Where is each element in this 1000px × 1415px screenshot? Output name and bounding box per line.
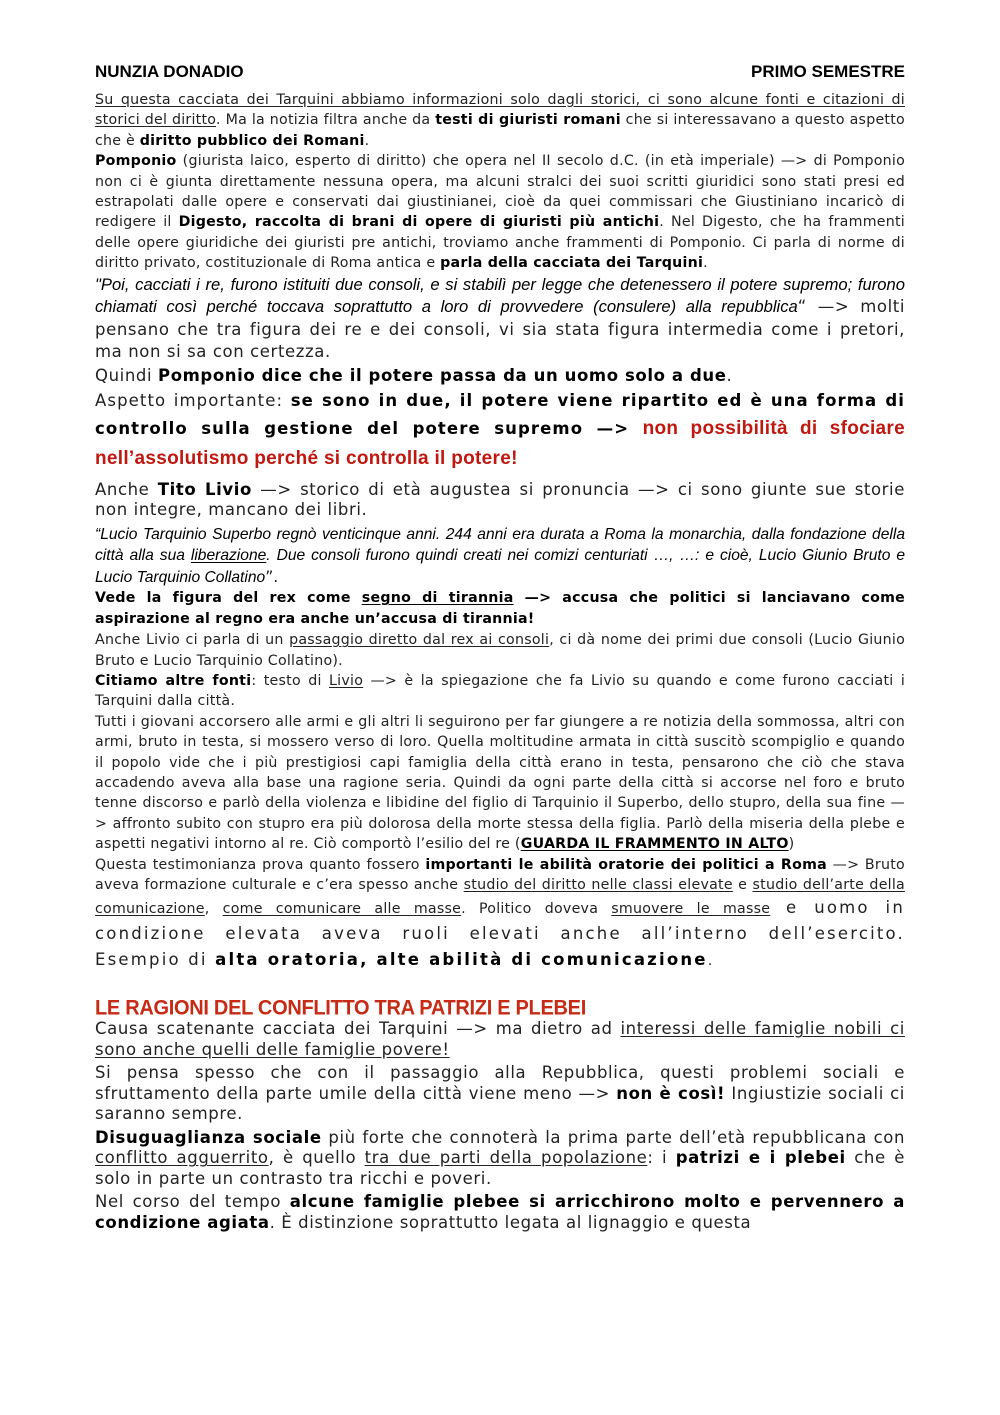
- section-title: LE RAGIONI DEL CONFLITTO TRA PATRIZI E PLEBEI: [95, 996, 586, 1020]
- underlined-text: passaggio diretto dal rex ai consoli: [289, 632, 550, 649]
- bold-text: Tito Livio: [157, 479, 252, 499]
- bold-text: Citiamo altre fonti: [95, 672, 252, 689]
- paragraph-pomponio: Pomponio (giurista laico, esperto di diritto) che opera nel II secolo d.C. (in età imperiale) —> di Pomponio non ci è giunta direttamente nessuna opera, ma alcuni stralci dei suoi scritti giuridici sono stati presi ed estrapolati dalle opere e conservati dai giustinianei, cioè da quei commissari che Giustiniano incaricò di redigere il Digesto, raccolta di brani di opere di giuristi più antichi. Nel Digesto, che ha frammenti delle opere giuridiche dei giuristi pre antichi, troviamo anche frammenti di Pomponio. Ci parla di norme di diritto privato, costituzionale di Roma antica e parla della cacciata dei Tarquini.: [95, 153, 905, 272]
- paragraph-disuguaglianza: Disuguaglianza sociale più forte che connoterà la prima parte dell’età repubblicana con conflitto agguerrito, è quello tra due parti della popolazione: i patrizi e i plebei che è solo in parte un contrasto tra ricchi e poveri.: [95, 1127, 906, 1188]
- underlined-text: segno di tirannia: [361, 590, 514, 607]
- paragraph-testimonianza: Questa testimonianza prova quanto fossero importanti le abilità oratorie dei politici a Roma —> Bruto aveva formazione culturale e c’era spesso anche studio del diritto nelle classi elevate e studio dell’arte della comunicazione, come comunicare alle masse. Politico doveva smuovere le masse e uomo in condizione elevata aveva ruoli elevati anche all’interno dell’esercito. Esempio di alta oratoria, alte abilità di comunicazione.: [95, 856, 905, 970]
- underlined-text: liberazione: [190, 547, 267, 565]
- quote-pomponio: "Poi, cacciati i re, furono istituiti due consoli, e si stabilì per legge che detenessero il potere supremo; furono chiamati così perché toccava soprattutto a loro di provvedere (consulere) alla repubblica“ —> molti pensano che tra figura dei re e dei consoli, vi sia stata figura intermedia come i pretori, ma non si sa con certezza.: [95, 274, 906, 362]
- author-name: NUNZIA DONADIO: [95, 62, 244, 81]
- bold-text: importanti le abilità oratorie dei politici a Roma: [425, 856, 827, 873]
- bold-text: se sono in due, il potere viene ripartito ed è una forma di controllo sulla gestione del potere supremo —>: [95, 390, 906, 438]
- bold-text: Digesto, raccolta di brani di opere di giuristi più antichi: [178, 214, 660, 231]
- bold-text: diritto pubblico dei Romani: [139, 132, 365, 149]
- paragraph-passaggio: Anche Livio ci parla di un passaggio diretto dal rex ai consoli, ci dà nome dei primi due consoli (Lucio Giunio Bruto e Lucio Tarquinio Collatino).: [95, 632, 905, 669]
- bold-text: patrizi e i plebei: [675, 1148, 846, 1168]
- bold-text: Pomponio: [95, 153, 177, 170]
- paragraph-quindi: Quindi Pomponio dice che il potere passa da un uomo solo a due.: [95, 365, 733, 385]
- frammento-link: GUARDA IL FRAMMENTO IN ALTO: [520, 836, 789, 853]
- page-header: [95, 62, 905, 90]
- underlined-text: Livio: [329, 672, 364, 689]
- bold-text: Pomponio dice che il potere passa da un uomo solo a due: [158, 365, 727, 385]
- red-highlight: non possibilità di sfociare nell’assolutismo perché si controlla il potere!: [95, 417, 905, 469]
- paragraph-aspetto: Aspetto importante: se sono in due, il potere viene ripartito ed è una forma di controllo sulla gestione del potere supremo —> non possibilità di sfociare nell’assolutismo perché si controlla il potere!: [95, 390, 906, 469]
- paragraph-altre-fonti: Citiamo altre fonti: testo di Livio —> è la spiegazione che fa Livio su quando e come furono cacciati i Tarquini dalla città.: [95, 672, 906, 710]
- bold-text: alta oratoria, alte abilità di comunicazione: [215, 950, 708, 970]
- paragraph-giovani: Tutti i giovani accorsero alle armi e gli altri li seguirono per far giungere a re notizia della sommossa, altri con armi, bruto in testa, si mossero verso di loro. Quella moltitudine armata in città suscitò scompiglio e quando il popolo vide che i più prestigiosi capi famiglia della città erano in testa, pensarono che ciò che stava accadendo aveva alla base una ragione seria. Quindi da ogni parte della città si accorse nel foro e bruto tenne discorso e parlò della violenza e libidine del figlio di Tarquinio il Superbo, dello stupro, della sua fine —> affronto subito con stupro era più dolorosa della morte stessa della figlia. Parlò della miseria della plebe e aspetti negativi intorno al re. Ciò comportò l’esilio del re (GUARDA IL FRAMMENTO IN ALTO): [95, 713, 905, 853]
- bold-text: testi di giuristi romani: [435, 112, 621, 129]
- underlined-text: Su questa cacciata dei Tarquini abbiamo informazioni solo dagli storici, ci sono alcune fonti e citazioni di storici del diritto: [95, 92, 905, 129]
- paragraph-repubblica: Si pensa spesso che con il passaggio alla Repubblica, questi problemi sociali e sfruttamento della parte umile della città viene meno —> non è così! Ingiustizie sociali ci saranno sempre.: [95, 1063, 905, 1124]
- bold-text: Disuguaglianza sociale: [95, 1127, 322, 1147]
- underlined-text: interessi delle famiglie nobili ci sono anche quelli delle famiglie povere!: [95, 1019, 905, 1059]
- bold-text: parla della cacciata dei Tarquini: [440, 255, 704, 272]
- quote-livio: “Lucio Tarquinio Superbo regnò venticinque anni. 244 anni era durata a Roma la monarchia, dalla fondazione della città alla sua liberazione. Due consoli furono quindi creati nei comizi centuriati …, …: e cioè, Lucio Giunio Bruto e Lucio Tarquinio Collatino”.: [95, 525, 905, 586]
- bold-text: alcune famiglie plebee si arricchirono molto e pervennero a condizione agiata: [95, 1192, 906, 1232]
- paragraph-cacciata: Su questa cacciata dei Tarquini abbiamo informazioni solo dagli storici, ci sono alcune fonti e citazioni di storici del diritto. Ma la notizia filtra anche da testi di giuristi romani che si interessavano a questo aspetto che è diritto pubblico dei Romani.: [95, 92, 905, 149]
- bold-text: non è così!: [616, 1083, 726, 1103]
- paragraph-tito-livio: Anche Tito Livio —> storico di età augustea si pronuncia —> ci sono giunte sue storie non integre, mancano dei libri.: [95, 479, 905, 520]
- semester-label: PRIMO SEMESTRE: [751, 62, 905, 81]
- paragraph-famiglie-plebee: Nel corso del tempo alcune famiglie plebee si arricchirono molto e pervennero a condizione agiata. È distinzione soprattutto legata al lignaggio e questa: [95, 1192, 906, 1232]
- paragraph-causa: Causa scatenante cacciata dei Tarquini —> ma dietro ad interessi delle famiglie nobili ci sono anche quelli delle famiglie povere!: [95, 1019, 905, 1059]
- paragraph-rex-tirannia: Vede la figura del rex come segno di tirannia —> accusa che politici si lanciavano come aspirazione al regno era anche un’accusa di tirannia!: [95, 590, 905, 628]
